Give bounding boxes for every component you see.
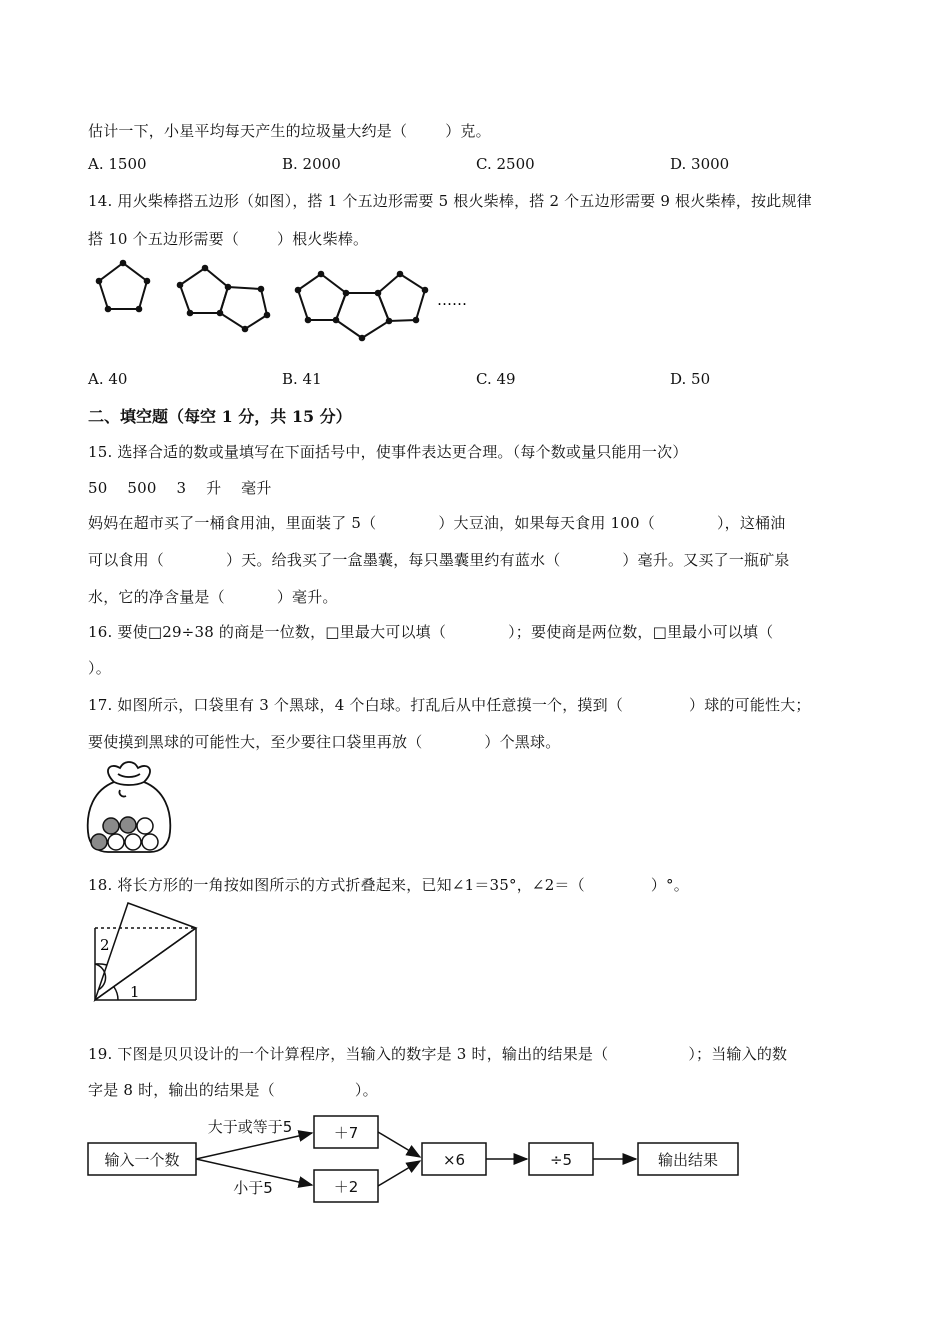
plus2-label: ＋2 bbox=[333, 1178, 359, 1196]
condition-bottom-label: 小于5 bbox=[233, 1179, 273, 1197]
ball-black bbox=[120, 817, 136, 833]
input-box-label: 输入一个数 bbox=[104, 1151, 180, 1169]
ball-white bbox=[142, 834, 158, 850]
pentagon-3c bbox=[378, 274, 425, 321]
q14-option-a[interactable]: A. 40 bbox=[88, 370, 128, 388]
q19-stem-line2: 字是 8 时，输出的结果是（ ）。 bbox=[88, 1081, 378, 1099]
q13-option-c[interactable]: C. 2500 bbox=[476, 155, 535, 173]
condition-top-label: 大于或等于5 bbox=[207, 1118, 293, 1136]
ball-black bbox=[91, 834, 107, 850]
output-box-label: 输出结果 bbox=[657, 1151, 719, 1169]
q15-text-line3: 妈妈在超市买了一桶食用油，里面装了 5（ ）大豆油，如果每天食用 100（ ），这桶油 bbox=[88, 514, 786, 532]
q14-stem-line2: 搭 10 个五边形需要（ ）根火柴棒。 bbox=[88, 230, 369, 248]
q15-word-bank: 50 500 3 升 毫升 bbox=[88, 479, 272, 497]
calculation-flowchart bbox=[85, 1110, 765, 1210]
section-title: 二、填空题（每空 1 分，共 15 分） bbox=[88, 407, 352, 426]
q14-option-d[interactable]: D. 50 bbox=[670, 370, 711, 388]
q14-stem-line1: 14. 用火柴棒搭五边形（如图），搭 1 个五边形需要 5 根火柴棒，搭 2 个五边形需要 9 根火柴棒，按此规律 bbox=[88, 192, 812, 210]
multiply6-label: ×6 bbox=[442, 1151, 466, 1169]
q18-stem: 18. 将长方形的一角按如图所示的方式折叠起来，已知∠1＝35°，∠2＝（ ）°。 bbox=[88, 876, 689, 894]
q14-option-b[interactable]: B. 41 bbox=[282, 370, 322, 388]
q14-option-c[interactable]: C. 49 bbox=[476, 370, 516, 388]
q19-stem-line1: 19. 下图是贝贝设计的一个计算程序，当输入的数字是 3 时，输出的结果是（ ）；当输入的数 bbox=[88, 1045, 788, 1063]
q17-stem-line1: 17. 如图所示，口袋里有 3 个黑球，4 个白球。打乱后从中任意摸一个，摸到（ ）球的可能性大； bbox=[88, 696, 811, 714]
matchstick-pentagons-figure bbox=[85, 255, 485, 355]
q17-stem-line2: 要使摸到黑球的可能性大，至少要往口袋里再放（ ）个黑球。 bbox=[88, 733, 561, 751]
q13-option-d[interactable]: D. 3000 bbox=[670, 155, 730, 173]
plus7-label: ＋7 bbox=[333, 1124, 359, 1142]
ball-white bbox=[137, 818, 153, 834]
q16-stem-line2: ）。 bbox=[88, 659, 111, 677]
angle-2-label: 2 bbox=[100, 936, 110, 954]
ball-white bbox=[125, 834, 141, 850]
q13-option-a[interactable]: A. 1500 bbox=[88, 155, 147, 173]
divide5-label: ÷5 bbox=[549, 1151, 573, 1169]
pentagon-1 bbox=[99, 263, 147, 309]
q15-text-line4: 可以食用（ ）天。给我买了一盒墨囊，每只墨囊里约有蓝水（ ）毫升。又买了一瓶矿泉 bbox=[88, 551, 790, 569]
ball-black bbox=[103, 818, 119, 834]
folded-rectangle-figure bbox=[88, 900, 208, 1010]
pentagon-2a bbox=[180, 268, 228, 313]
q16-stem-line1: 16. 要使□29÷38 的商是一位数，□里最大可以填（ ）；要使商是两位数，□里最小可以填（ bbox=[88, 623, 774, 641]
angle-1-label: 1 bbox=[130, 983, 140, 1001]
q15-text-line5: 水，它的净含量是（ ）毫升。 bbox=[88, 588, 338, 606]
ellipsis: …… bbox=[437, 291, 467, 309]
pentagon-2b bbox=[220, 287, 267, 329]
bag-of-balls-figure bbox=[84, 760, 174, 860]
q15-stem-line1: 15. 选择合适的数或量填写在下面括号中，使事件表达更合理。（每个数或量只能用一次） bbox=[88, 443, 688, 461]
q13-stem: 估计一下，小星平均每天产生的垃圾量大约是（ ）克。 bbox=[88, 122, 491, 140]
ball-white bbox=[108, 834, 124, 850]
q13-option-b[interactable]: B. 2000 bbox=[282, 155, 341, 173]
